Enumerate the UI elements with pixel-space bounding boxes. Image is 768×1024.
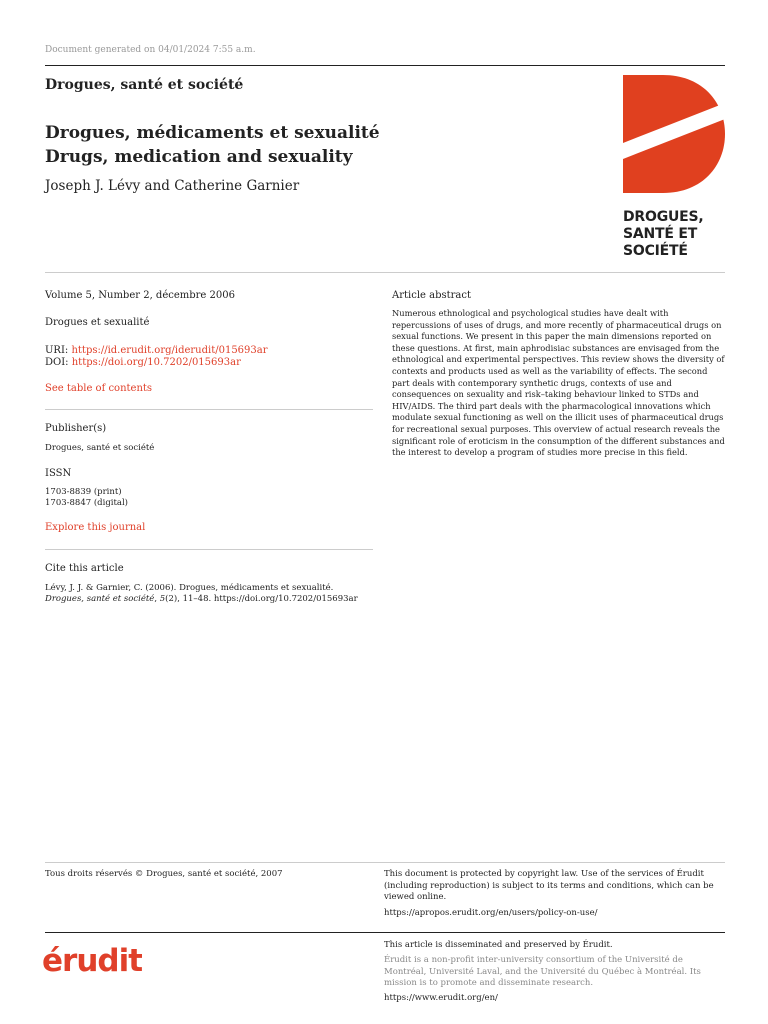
cite-label: Cite this article xyxy=(45,563,124,574)
issue-title: Drogues et sexualité xyxy=(45,317,150,328)
uri-link[interactable]: https://id.erudit.org/iderudit/015693ar xyxy=(71,345,268,356)
cite-part-1: Lévy, J. J. & Garnier, C. (2006). Drogues, médicaments et sexualité. xyxy=(45,583,334,593)
uri-label: URI: xyxy=(45,345,69,356)
abstract-text: Numerous ethnological and psychological studies have dealt with repercussions of uses of drugs, and more recently of pharmaceutical drugs on sexual functions. We present in this paper the main dimensions reported on these questions. At first, main aphrodisiac substances are envisaged from the ethnological and experimental perspectives. This review shows the diversity of contexts and products used as well as the variability of effects. The second part deals with contemporary synthetic drugs, contexts of use and consequences on sexuality and risk–taking behaviour linked to STDs and HIV/AIDS. The third part deals with the pharmacological innovations which modulate sexual functioning as well on the illicit uses of pharmaceutical drugs for recreational sexual purposes. This overview of actual research reveals the significant role of eroticism in the consumption of the different substances and the interest to develop a program of studies more precise in this field. xyxy=(392,308,725,458)
disseminated-notice: This article is disseminated and preserved by Érudit. xyxy=(384,940,613,950)
left-divider-2 xyxy=(45,549,373,550)
volume-info: Volume 5, Number 2, décembre 2006 xyxy=(45,290,235,301)
left-divider-1 xyxy=(45,409,373,410)
publisher-label: Publisher(s) xyxy=(45,423,107,434)
cite-journal: Drogues, santé et société xyxy=(45,594,155,604)
article-authors: Joseph J. Lévy and Catherine Garnier xyxy=(45,178,300,194)
doi-link[interactable]: https://doi.org/10.7202/015693ar xyxy=(71,357,241,368)
logo-text xyxy=(623,209,725,260)
erudit-wordmark: érudit xyxy=(42,943,142,978)
uri-row xyxy=(45,345,268,356)
publisher-name: Drogues, santé et société xyxy=(45,443,155,453)
policy-link[interactable]: https://apropos.erudit.org/en/users/policy-on-use/ xyxy=(384,908,598,918)
logo-line-2: SANTÉ ET xyxy=(623,226,698,242)
table-of-contents-link[interactable]: See table of contents xyxy=(45,383,153,394)
cite-sep: , xyxy=(154,594,160,604)
abstract-label: Article abstract xyxy=(392,290,471,301)
header-divider xyxy=(45,272,725,273)
journal-name: Drogues, santé et société xyxy=(45,77,244,93)
cite-part-2: (2), 11–48. https://doi.org/10.7202/015693ar xyxy=(165,594,358,604)
generated-notice: Document generated on 04/01/2024 7:55 a.m. xyxy=(45,45,256,55)
issn-label: ISSN xyxy=(45,468,72,479)
logo-line-3: SOCIÉTÉ xyxy=(623,243,688,259)
erudit-logo-icon xyxy=(42,938,142,978)
journal-logo xyxy=(623,75,725,260)
citation-text xyxy=(45,583,370,605)
article-title xyxy=(45,121,380,169)
logo-line-1: DROGUES, xyxy=(623,209,704,225)
d-logo-icon xyxy=(623,75,725,193)
explore-journal-link[interactable]: Explore this journal xyxy=(45,522,146,533)
title-en: Drugs, medication and sexuality xyxy=(45,147,353,167)
consortium-text: Érudit is a non-profit inter-university consortium of the Université de Montréal, Université Laval, and the Université du Québec à Montréal. Its mission is to promote and disseminate research. xyxy=(384,955,701,988)
rights-notice: Tous droits réservés © Drogues, santé et société, 2007 xyxy=(45,869,283,879)
erudit-link[interactable]: https://www.erudit.org/en/ xyxy=(384,993,498,1003)
title-fr: Drogues, médicaments et sexualité xyxy=(45,123,380,143)
cite-volume: 5 xyxy=(159,594,166,604)
erudit-logo xyxy=(42,938,142,978)
copyright-text: This document is protected by copyright law. Use of the services of Érudit (including reproduction) is subject to its terms and conditions, which can be viewed online. xyxy=(384,869,714,902)
doi-row xyxy=(45,357,241,368)
footer-divider-2 xyxy=(45,932,725,933)
issn-print: 1703-8839 (print) xyxy=(45,487,122,497)
footer-divider xyxy=(45,862,725,863)
issn-digital: 1703-8847 (digital) xyxy=(45,498,128,508)
top-divider xyxy=(45,65,725,66)
doi-label: DOI: xyxy=(45,357,69,368)
